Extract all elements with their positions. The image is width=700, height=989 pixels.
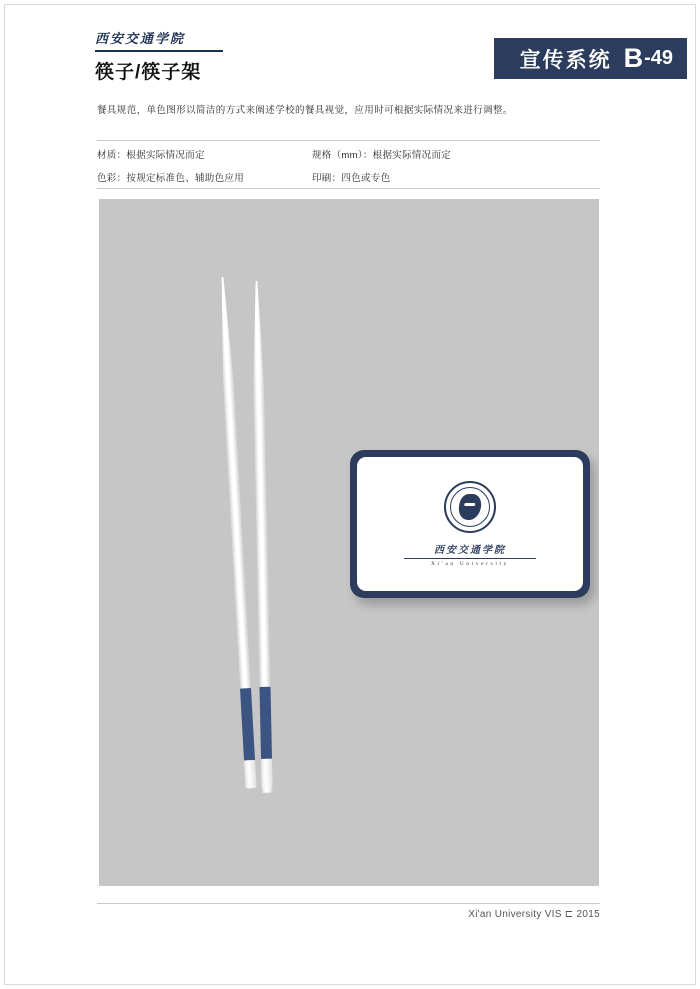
spec-color: 色彩：按规定标准色、辅助色应用 xyxy=(97,173,245,184)
spec-table xyxy=(97,147,600,193)
spec-row xyxy=(97,147,600,161)
emblem-mark-icon xyxy=(458,494,483,520)
chopstick-right xyxy=(251,281,273,793)
spec-divider-top xyxy=(97,140,600,141)
chopstick-rest-card xyxy=(350,450,590,598)
chopstick-right-end xyxy=(261,759,273,789)
university-emblem-icon xyxy=(444,481,496,533)
section-tag xyxy=(494,38,687,79)
page-title: 筷子/筷子架 xyxy=(95,62,202,83)
emblem-name-en: Xi'an University xyxy=(431,561,509,567)
brand-logo-block xyxy=(95,28,325,84)
artwork-panel xyxy=(99,199,599,886)
spec-size: 规格（mm）：根据实际情况而定 xyxy=(312,150,452,161)
footer-text: Xi'an University VIS ⊏ 2015 xyxy=(468,909,600,920)
chopstick-right-band xyxy=(260,687,273,759)
brand-underline xyxy=(95,50,223,52)
chopstick-left-end xyxy=(244,760,257,789)
footer-divider xyxy=(97,903,600,904)
spec-divider-bottom xyxy=(97,188,600,189)
emblem-divider xyxy=(404,558,536,559)
brand-name-cn: 西安交通学院 xyxy=(95,31,186,46)
section-tag-label: 宣传系统 xyxy=(519,48,612,72)
emblem-name-cn: 西安交通学院 xyxy=(434,545,506,556)
section-code-letter: B xyxy=(623,43,644,73)
chopstick-left-band xyxy=(240,688,255,761)
spec-row xyxy=(97,170,600,184)
page-header xyxy=(0,0,700,95)
chopstick-left xyxy=(217,277,257,789)
chopstick-rest-face xyxy=(357,457,583,591)
section-code-number: -49 xyxy=(644,47,673,69)
description-text: 餐具规范，单色图形以简洁的方式来阐述学校的餐具视觉，应用时可根据实际情况来进行调整。 xyxy=(97,105,513,116)
spec-material: 材质：根据实际情况而定 xyxy=(97,150,205,161)
spec-printing: 印刷：四色或专色 xyxy=(312,173,391,184)
